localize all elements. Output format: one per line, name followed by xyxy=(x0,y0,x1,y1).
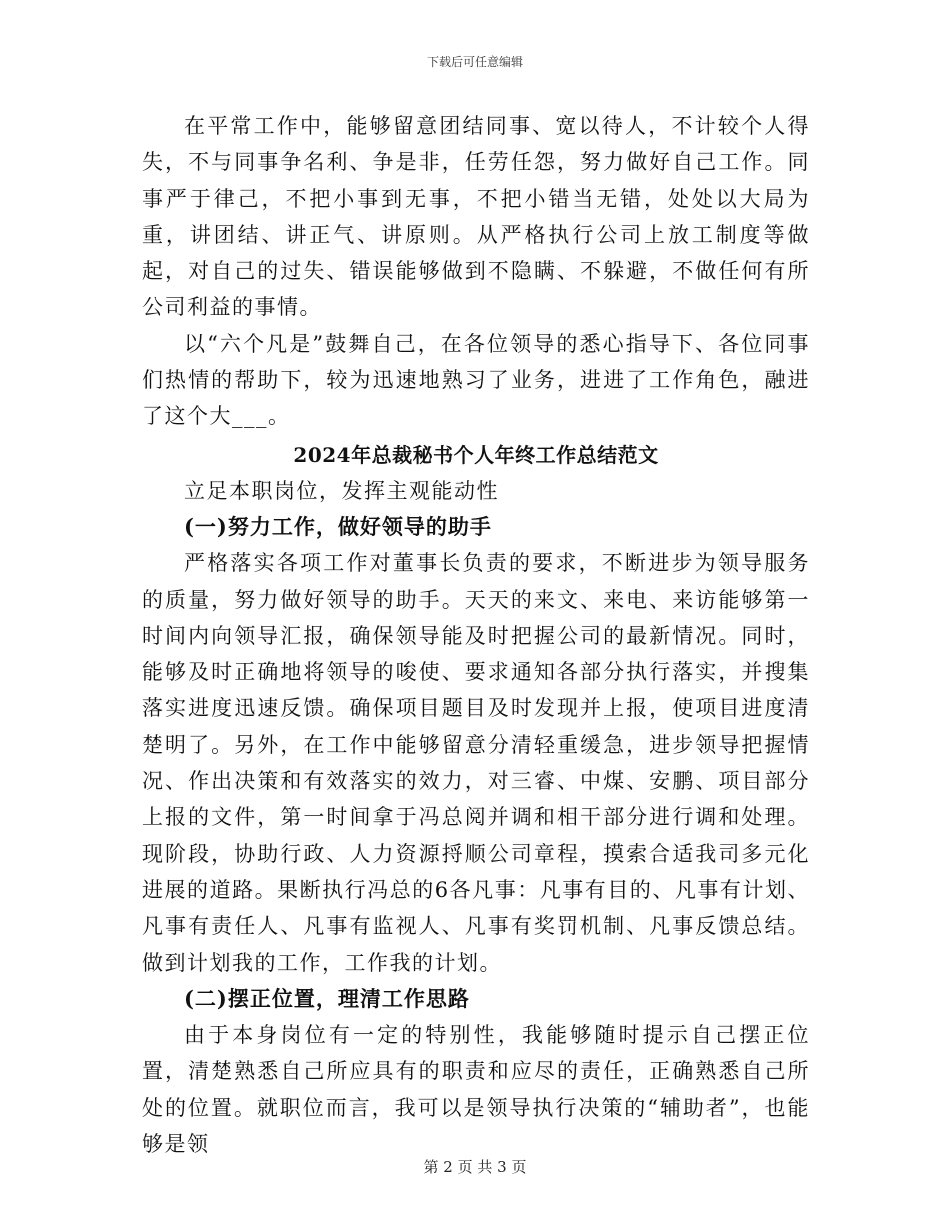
intro-paragraph-1: 在平常工作中，能够留意团结同事、宽以待人，不计较个人得失，不与同事争名利、争是非，任劳任怨，努力做好自己工作。同事严于律己，不把小事到无事，不把小错当无错，处处以大局为重，讲团结、讲正气、讲原则。从严格执行公司上放工制度等做起，对自己的过失、错误能够做到不隐瞒、不躲避，不做任何有所公司利益的事情。 xyxy=(142,114,810,320)
section-2-body: 由于本身岗位有一定的特别性，我能够随时提示自己摆正位置，清楚熟悉自己所应具有的职责和应尽的责任，正确熟悉自己所处的位置。就职位而言，我可以是领导执行决策的“辅助者”，也能够是领 xyxy=(142,1023,810,1157)
article-title: 2024年总裁秘书个人年终工作总结范文 xyxy=(293,442,659,467)
section-1-heading: (一)努力工作，做好领导的助手 xyxy=(184,513,492,539)
page-number: 第 2 页 共 3 页 xyxy=(423,1158,527,1176)
page-header: 下载后可任意编辑 xyxy=(426,55,523,69)
article-subtitle: 立足本职岗位，发挥主观能动性 xyxy=(184,478,499,503)
document-body xyxy=(142,108,810,1162)
section-1-body: 严格落实各项工作对董事长负责的要求，不断进步为领导服务的质量，努力做好领导的助手。天天的来文、来电、来访能够第一时间内向领导汇报，确保领导能及时把握公司的最新情况。同时，能够及时正确地将领导的唆使、要求通知各部分执行落实，并搜集落实进度迅速反馈。确保项目题目及时发现并上报，使项目进度清楚明了。另外，在工作中能够留意分清轻重缓急，进步领导把握情况、作出决策和有效落实的效力，对三睿、中煤、安鹏、项目部分上报的文件，第一时间拿于冯总阅并调和相干部分进行调和处理。现阶段，协助行政、人力资源捋顺公司章程，摸索合适我司多元化进展的道路。果断执行冯总的6各凡事：凡事有目的、凡事有计划、凡事有责任人、凡事有监视人、凡事有奖罚机制、凡事反馈总结。做到计划我的工作，工作我的计划。 xyxy=(142,551,810,975)
intro-paragraph-2: 以“六个凡是”鼓舞自己，在各位领导的悉心指导下、各位同事们热情的帮助下，较为迅速地熟习了业务，进进了工作角色，融进了这个大___。 xyxy=(142,331,810,429)
section-2-heading: (二)摆正位置，理清工作思路 xyxy=(184,985,470,1011)
